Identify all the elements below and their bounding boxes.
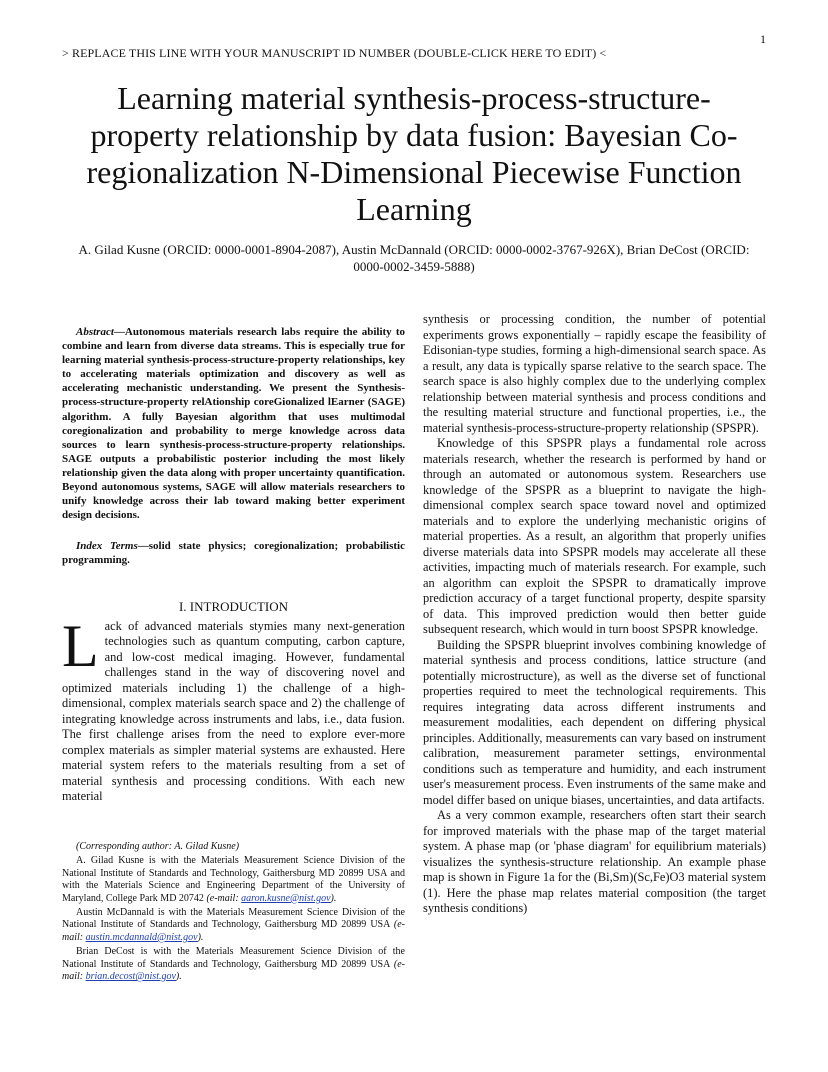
introduction-text: ack of advanced materials stymies many next-generation technologies such as quantum computing, carbon capture, and low-cost medical imaging. However, fundamental challenges stand in the way of discovering novel and optimized materials including 1) the challenge of a high-dimensional, complex materials search space and 2) the challenge of integrating knowledge across instruments and labs, i.e., data fusion. The first challenge arises from the need to explore ever-more complex materials as simpler material systems are exhausted. Here material system refers to the materials resulting from a set of material synthesis and processing conditions. With each new material bbox=[62, 618, 405, 803]
index-terms bbox=[62, 539, 405, 567]
body-paragraph-4: As a very common example, researchers often start their search for improved materials with the phase map of the target material system. A phase map (or 'phase diagram' for equilibrium materials) visualizes the synthesis-structure relationship. An example phase map is shown in Figure 1a for the (Bi,Sm)(Sc,Fe)O3 material system (1). Here the phase map relates material composition (the target synthesis conditions) bbox=[423, 808, 766, 915]
right-column bbox=[423, 312, 766, 917]
left-column bbox=[62, 325, 405, 805]
author-list: A. Gilad Kusne (ORCID: 0000-0001-8904-2087), Austin McDannald (ORCID: 0000-0002-3767-926X), Brian DeCost (ORCID: 0000-0002-3459-5888) bbox=[78, 242, 750, 274]
kusne-email-label: (e-mail: bbox=[206, 892, 239, 904]
drop-cap: L bbox=[62, 612, 99, 679]
decost-email-close: ). bbox=[175, 971, 182, 983]
body-paragraph-2: Knowledge of this SPSPR plays a fundamental role across materials research, whether the research is performed by hand or through an automated or autonomous system. Researchers use knowledge of the SPSPR as a blueprint to navigate the high-dimensional complex search space toward novel and optimized materials and to explore the underlying mechanistic origins of material properties. As a result, an algorithm that properly unifies diverse materials data into SPSPR models may accelerate all these activities, impacting much of materials research. For example, such an algorithm can exploit the SPSPR to dramatically improve prediction accuracy of a target functional property, despite sparsity of data. This improved prediction would then better guide subsequent research, which would in turn boost SPSPR knowledge. bbox=[423, 436, 766, 636]
index-terms-lead: Index Terms bbox=[76, 540, 138, 553]
introduction-paragraph bbox=[62, 612, 405, 805]
index-terms-text: —solid state physics; coregionalization; probabilistic programming. bbox=[62, 540, 405, 567]
running-header[interactable]: > REPLACE THIS LINE WITH YOUR MANUSCRIPT ID NUMBER (DOUBLE-CLICK HERE TO EDIT) < bbox=[62, 46, 607, 60]
body-paragraph-1: synthesis or processing condition, the number of potential experiments grows exponentially – rapidly escape the feasibility of Edisonian-type studies, forming a high-dimensional search space. As a result, any data is typically sparse relative to the search space. The search space is also highly complex due to the underlying complex relationship between material synthesis and process conditions and the resulting material structure and functional properties, i.e., the material synthesis-process-structure-property relationship (SPSPR). bbox=[423, 312, 766, 435]
decost-email-label: (e-mail: bbox=[62, 958, 406, 983]
kusne-email-link[interactable]: aaron.kusne@nist.gov bbox=[241, 892, 331, 904]
abstract-text: —Autonomous materials research labs require the ability to combine and learn from diverse data streams. This is especially true for learning material synthesis-process-structure-property relationships, key to accelerating materials optimization and discovery as well as accelerating mechanistic understanding. We present the Synthesis-process-structure-property relAtionship coreGionalized lEarner (SAGE) algorithm. A fully Bayesian algorithm that uses multimodal coregionalization and probability to merge knowledge across data sources to learn synthesis-process-structure-property relationships. SAGE outputs a probabilistic posterior including the most likely relationship given the data along with proper uncertainty quantification. Beyond autonomous systems, SAGE will allow materials researchers to unify knowledge across their lab toward making better experiment design decisions. bbox=[62, 326, 405, 522]
kusne-affiliation: A. Gilad Kusne is with the Materials Measurement Science Division of the National Institute of Standards and Technology, Gaithersburg MD 20899 USA and with the Materials Science and Engineering Department of the University of Maryland, College Park MD 20742 bbox=[62, 855, 405, 904]
paper-title: Learning material synthesis-process-structure-property relationship by data fusion: Bayesian Co-regionalization N-Dimensional Piecewise Function Learning bbox=[86, 80, 742, 227]
section-heading-introduction: I. INTRODUCTION bbox=[178, 598, 289, 614]
decost-affiliation: Brian DeCost is with the Materials Measurement Science Division of the National Institute of Standards and Technology, Gaithersburg MD 20899 USA bbox=[62, 946, 405, 970]
mcdannald-affiliation: Austin McDannald is with the Materials Measurement Science Division of the National Institute of Standards and Technology, Gaithersburg MD 20899 USA bbox=[62, 907, 405, 931]
kusne-email-close: ). bbox=[330, 892, 337, 904]
body-paragraph-3: Building the SPSPR blueprint involves combining knowledge of material synthesis and process conditions, lattice structure (and potentially microstructure), as well as the diverse set of functional properties required to meet the technological requirements. This requires integrating data across different instruments and measurement modalities, each dependent on differing physical principles. Additionally, measurements can vary based on instrument calibration, measurement parameter settings, environmental conditions such as temperature and humidity, and each instrument user's measurement process. Even instruments of the same make and model differ based on unique biases, uncertainties, and data artifacts. bbox=[423, 637, 766, 807]
abstract-lead: Abstract bbox=[76, 326, 114, 338]
author-footnotes bbox=[62, 841, 405, 985]
mcdannald-email-close: ). bbox=[197, 931, 204, 943]
footnote-kusne bbox=[62, 855, 405, 905]
footnote-decost bbox=[62, 946, 405, 983]
abstract bbox=[62, 325, 405, 522]
decost-email-link[interactable]: brian.decost@nist.gov bbox=[85, 971, 176, 983]
page-number: 1 bbox=[760, 32, 766, 46]
corresponding-author: (Corresponding author: A. Gilad Kusne) bbox=[76, 841, 240, 852]
footnote-corresponding bbox=[62, 841, 405, 853]
mcdannald-email-link[interactable]: austin.mcdannald@nist.gov bbox=[85, 931, 198, 943]
mcdannald-email-label: (e-mail: bbox=[62, 919, 406, 943]
footnote-mcdannald bbox=[62, 907, 405, 944]
